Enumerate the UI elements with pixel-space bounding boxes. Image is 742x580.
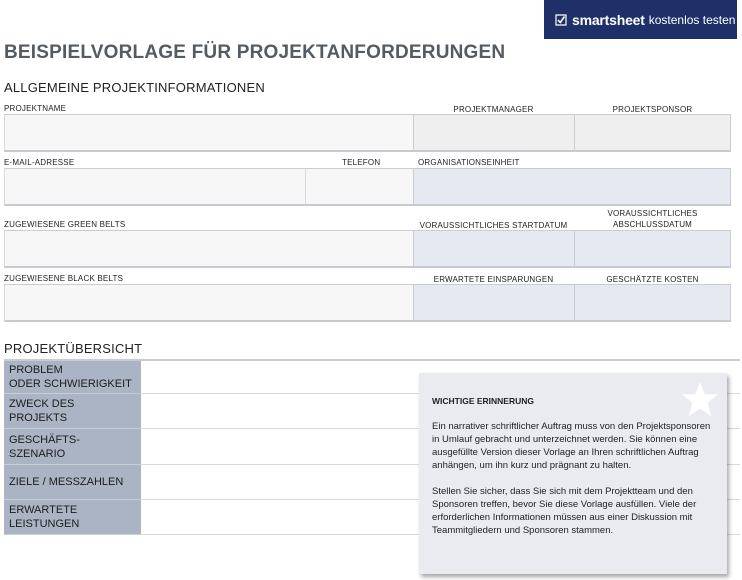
costs-field[interactable] xyxy=(574,284,731,322)
costs-label: GESCHÄTZTE KOSTEN xyxy=(606,275,699,284)
project-name-label: PROJEKTNAME xyxy=(4,104,67,113)
email-field[interactable] xyxy=(4,168,305,206)
overview-section-heading: PROJEKTÜBERSICHT xyxy=(4,341,143,356)
trial-link[interactable]: kostenlos testen xyxy=(648,12,736,27)
problem-label: PROBLEM ODER SCHWIERIGKEIT xyxy=(4,361,141,394)
phone-field[interactable] xyxy=(305,168,413,206)
project-manager-label: PROJEKTMANAGER xyxy=(453,105,534,114)
org-unit-field[interactable] xyxy=(413,168,731,206)
green-belts-field[interactable] xyxy=(4,230,413,268)
email-label: E-MAIL-ADRESSE xyxy=(4,158,75,167)
savings-field[interactable] xyxy=(413,284,574,322)
page-title: BEISPIELVORLAGE FÜR PROJEKTANFORDERUNGEN xyxy=(4,42,506,63)
green-belts-label: ZUGEWIESENE GREEN BELTS xyxy=(4,220,126,229)
reminder-paragraph-2: Stellen Sie sicher, dass Sie sich mit dem Projektteam und den Sponsoren treffen, bevor Sie diese Vorlage ausfüllen. Viele der erforderlichen Informationen müssen aus einer Diskussion mit Teammitgliedern und Sponsoren stammen. xyxy=(432,486,697,536)
end-date-label: VORAUSSICHTLICHES ABSCHLUSSDATUM xyxy=(607,209,698,229)
black-belts-label: ZUGEWIESENE BLACK BELTS xyxy=(4,274,124,283)
reminder-title: WICHTIGE ERINNERUNG xyxy=(432,396,534,406)
project-manager-field[interactable] xyxy=(413,114,574,152)
reminder-note xyxy=(419,373,727,574)
savings-label: ERWARTETE EINSPARUNGEN xyxy=(433,275,554,284)
phone-label: TELEFON xyxy=(342,158,381,167)
org-unit-label: ORGANISATIONSEINHEIT xyxy=(418,158,520,167)
reminder-paragraph-1: Ein narrativer schriftlicher Auftrag muss von den Projektsponsoren in Umlauf gebracht und unterzeichnet werden. Sie können eine ausgefüllte Version dieser Vorlage an Ihren schriftlichen Auftrag anhängen, um ihn kurz und prägnant zu halten. xyxy=(432,421,711,471)
project-name-field[interactable] xyxy=(4,114,413,152)
goals-label: ZIELE / MESSZAHLEN xyxy=(4,465,141,500)
brand-name: smartsheet xyxy=(572,11,645,28)
start-date-label: VORAUSSICHTLICHES STARTDATUM xyxy=(419,221,568,230)
star-icon xyxy=(681,380,719,418)
start-date-field[interactable] xyxy=(413,230,574,268)
smartsheet-logo-icon xyxy=(555,14,567,26)
project-sponsor-field[interactable] xyxy=(574,114,731,152)
business-case-label: GESCHÄFTS- SZENARIO xyxy=(4,429,141,465)
project-sponsor-label: PROJEKTSPONSOR xyxy=(612,105,693,114)
black-belts-field[interactable] xyxy=(4,284,413,322)
purpose-label: ZWECK DES PROJEKTS xyxy=(4,394,141,429)
deliverables-label: ERWARTETE LEISTUNGEN xyxy=(4,500,141,535)
end-date-field[interactable] xyxy=(574,230,731,268)
smartsheet-trial-banner[interactable] xyxy=(544,0,737,39)
general-section-heading: ALLGEMEINE PROJEKTINFORMATIONEN xyxy=(4,80,265,95)
